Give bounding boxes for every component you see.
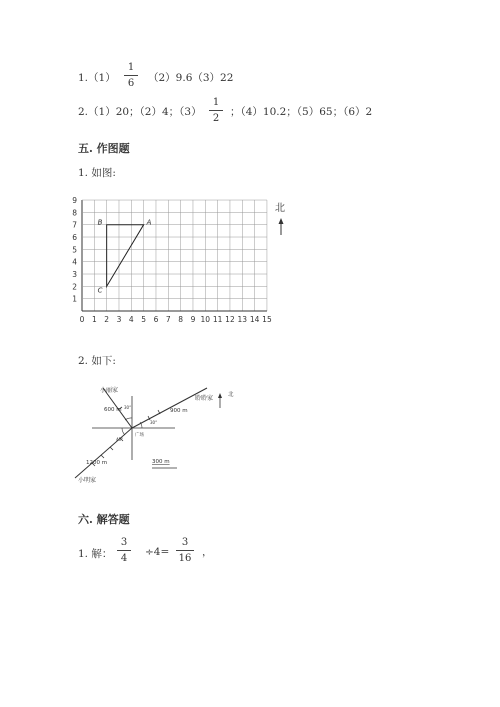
vertex-label-b: B: [97, 218, 103, 227]
grid-tick-labels: [72, 196, 272, 324]
x-tick-label: 1: [91, 315, 97, 324]
answer-2-rest: ；（4）10.2；（5）65；（6）2: [230, 106, 373, 118]
x-tick-label: 4: [128, 315, 134, 324]
x-tick-label: 8: [178, 315, 184, 324]
map-figure: [70, 378, 245, 493]
x-tick-label: 0: [79, 315, 85, 324]
x-tick-label: 5: [141, 315, 147, 324]
vertex-label-c: C: [97, 286, 103, 295]
section-5-item-1: 1. 如图:: [78, 167, 116, 179]
y-tick-label: 9: [72, 196, 77, 206]
y-tick-label: 4: [72, 257, 77, 267]
lingling-home-label: 聆聆家: [195, 395, 214, 402]
solution-end: ，: [202, 546, 213, 558]
section-6-title: 六. 解答题: [78, 513, 130, 526]
lingling-distance: 900 m: [170, 408, 188, 414]
division-operator: ÷4=: [145, 546, 170, 558]
x-tick-label: 10: [200, 315, 211, 324]
section-5-title: 五. 作图题: [78, 142, 130, 155]
x-tick-label: 12: [225, 315, 235, 324]
fraction-denominator: 6: [127, 78, 135, 89]
y-tick-label: 6: [72, 233, 77, 243]
grid-lines: [82, 200, 267, 311]
xiaoming-home-label: 小明家: [78, 477, 97, 484]
fraction-3-4: [117, 537, 131, 564]
scale-label: 300 m: [152, 459, 170, 465]
fraction-denominator: 2: [212, 113, 220, 124]
fraction-3-16: [176, 537, 194, 564]
answer-1-prefix: 1.（1）: [78, 72, 116, 84]
fraction-denominator: 16: [178, 553, 192, 564]
y-tick-label: 7: [72, 220, 77, 230]
fraction-1-6: [124, 62, 138, 89]
answer-line-1: [78, 70, 116, 85]
angle-label-1: 30°: [124, 405, 132, 410]
x-tick-label: 3: [116, 315, 122, 324]
map-north-label: 北: [228, 392, 234, 398]
north-arrowhead-icon: [279, 218, 284, 224]
x-tick-label: 7: [165, 315, 171, 324]
x-tick-label: 15: [262, 315, 272, 324]
y-tick-label: 2: [72, 282, 77, 292]
y-tick-label: 1: [72, 294, 77, 304]
fraction-denominator: 4: [120, 553, 128, 564]
x-tick-label: 9: [190, 315, 196, 324]
answer-1-rest: （2）9.6（3）22: [148, 72, 234, 84]
fraction-numerator: 1: [127, 62, 135, 73]
fraction-1-2: [209, 97, 223, 124]
x-tick-label: 11: [212, 315, 223, 324]
coordinate-grid-figure: [70, 195, 300, 330]
plaza-label: 广场: [135, 433, 144, 438]
x-tick-label: 6: [153, 315, 159, 324]
angle-label-3: 45°: [116, 437, 124, 442]
xiaoli-home-label: 小丽家: [100, 387, 119, 394]
x-tick-label: 2: [104, 315, 110, 324]
y-tick-label: 3: [72, 270, 77, 280]
y-tick-label: 8: [72, 208, 77, 218]
section-5-item-2: 2. 如下:: [78, 355, 116, 367]
xiaoli-distance: 600 m: [104, 407, 122, 413]
vertex-label-a: A: [146, 218, 152, 227]
map-north-arrowhead-icon: [218, 393, 222, 398]
answer-line-2: 2.（1）20；（2）4；（3）: [78, 106, 202, 118]
x-tick-label: 14: [249, 315, 260, 324]
fraction-numerator: 3: [181, 537, 189, 548]
fraction-numerator: 3: [120, 537, 128, 548]
route-tick-marks: [92, 407, 160, 466]
angle-label-2: 30°: [150, 420, 158, 425]
x-tick-label: 13: [237, 315, 248, 324]
route-xiaoming: [75, 428, 132, 478]
triangle-shape: [107, 225, 144, 287]
xiaoming-distance: 1200 m: [86, 460, 108, 466]
y-tick-label: 5: [72, 245, 77, 255]
fraction-numerator: 1: [212, 97, 220, 108]
north-label: 北: [275, 203, 285, 214]
solution-prefix: 1. 解：: [78, 548, 113, 560]
